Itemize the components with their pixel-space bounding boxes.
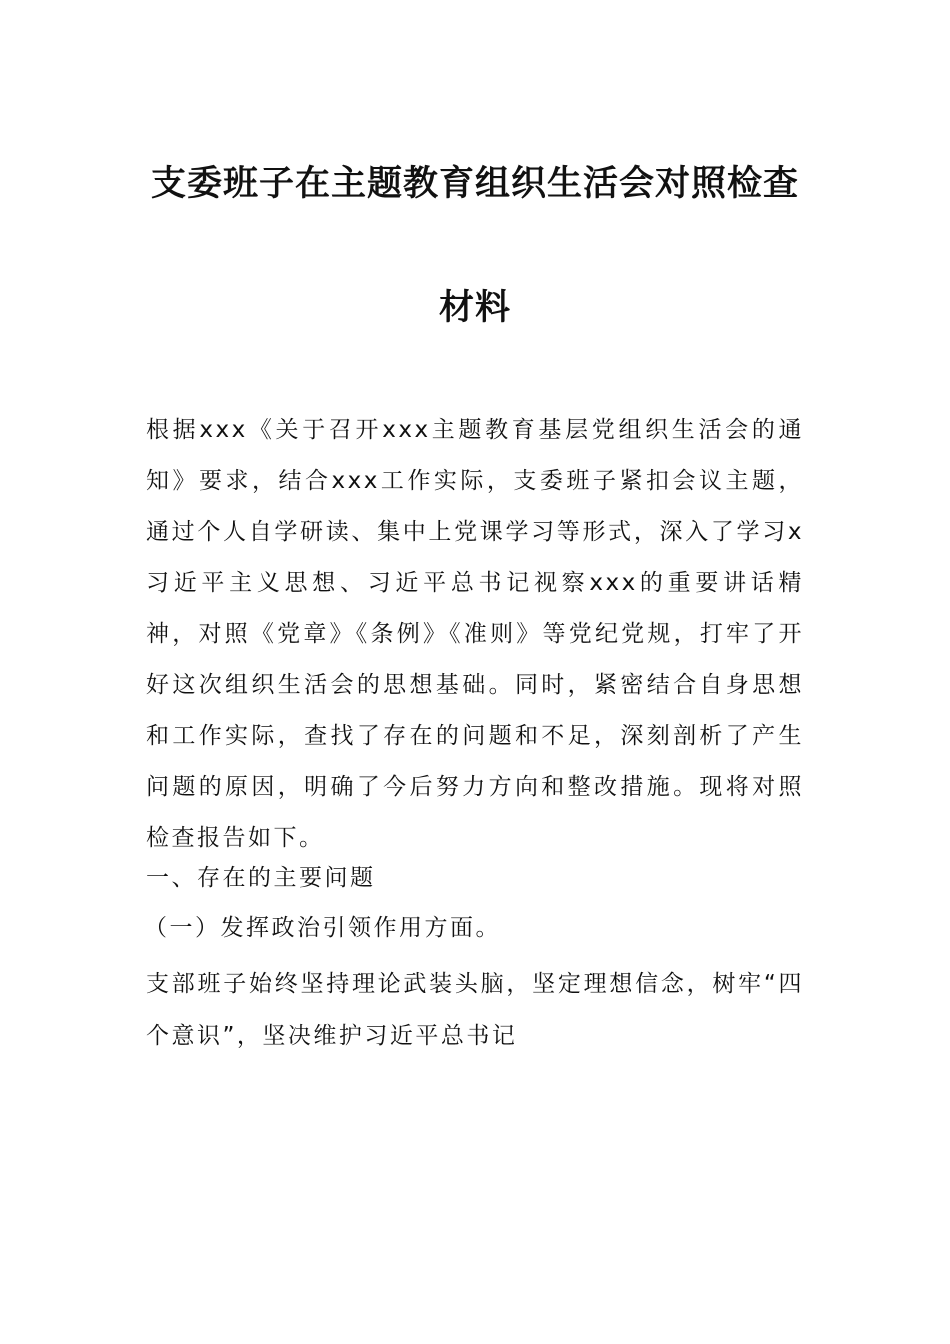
section-heading: 一、存在的主要问题 xyxy=(146,865,376,891)
document-title-line-2: 材料 xyxy=(438,287,511,328)
document-title-line-1: 支委班子在主题教育组织生活会对照检查 xyxy=(150,163,799,204)
intro-paragraph: 根据xxx《关于召开xxx主题教育基层党组织生活会的通知》要求，结合xxx工作实际，支委班子紧扣会议主题，通过个人自学研读、集中上党课学习等形式，深入了学习x习近平主义思想、习近平总书记视察xxx的重要讲话精神，对照《党章》《条例》《准则》等党纪党规，打牢了开好这次组织生活会的思想基础。同时，紧密结合自身思想和工作实际，查找了存在的问题和不足，深刻剖析了产生问题的原因，明确了今后努力方向和整改措施。现将对照检查报告如下。 xyxy=(146,417,804,851)
section-paragraph: 支部班子始终坚持理论武装头脑，坚定理想信念，树牢“四个意识”，坚决维护习近平总书记 xyxy=(146,971,804,1049)
subsection-heading: （一）发挥政治引领作用方面。 xyxy=(144,915,501,941)
